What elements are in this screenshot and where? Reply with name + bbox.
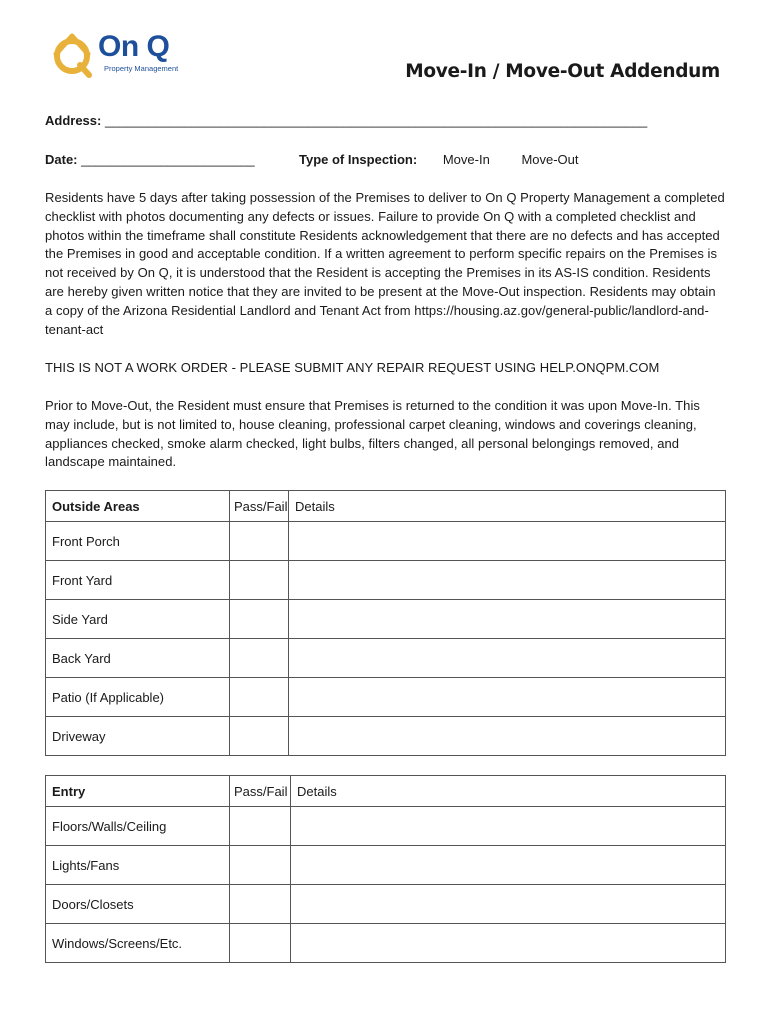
- details-cell[interactable]: [289, 522, 726, 561]
- area-name-cell: Doors/Closets: [46, 885, 230, 924]
- pass-fail-column-header: Pass/Fail: [230, 776, 291, 807]
- pass-fail-cell[interactable]: [230, 717, 289, 756]
- details-cell[interactable]: [289, 561, 726, 600]
- area-name-cell: Lights/Fans: [46, 846, 230, 885]
- inspection-type-field: [299, 152, 579, 167]
- area-column-header: Outside Areas: [46, 491, 230, 522]
- table-row: [46, 600, 726, 639]
- table-row: [46, 807, 726, 846]
- table-header-row: [46, 776, 726, 807]
- details-column-header: Details: [289, 491, 726, 522]
- table-row: [46, 885, 726, 924]
- area-name-cell: Windows/Screens/Etc.: [46, 924, 230, 963]
- pass-fail-cell[interactable]: [230, 885, 291, 924]
- pass-fail-cell[interactable]: [230, 561, 289, 600]
- details-cell[interactable]: [291, 924, 726, 963]
- outside-areas-table: [45, 490, 726, 756]
- details-cell[interactable]: [291, 885, 726, 924]
- pass-fail-cell[interactable]: [230, 807, 291, 846]
- table-row: [46, 846, 726, 885]
- details-cell[interactable]: [289, 600, 726, 639]
- date-label: Date:: [45, 152, 78, 167]
- pass-fail-cell[interactable]: [230, 846, 291, 885]
- area-column-header: Entry: [46, 776, 230, 807]
- option-move-out[interactable]: Move-Out: [521, 152, 579, 167]
- pass-fail-cell[interactable]: [230, 678, 289, 717]
- inspection-type-label: Type of Inspection:: [299, 152, 418, 167]
- document-title: Move-In / Move-Out Addendum: [405, 61, 720, 82]
- details-cell[interactable]: [289, 639, 726, 678]
- work-order-notice: THIS IS NOT A WORK ORDER - PLEASE SUBMIT ANY REPAIR REQUEST USING HELP.ONQPM.COM: [45, 360, 660, 375]
- table-row: [46, 639, 726, 678]
- address-label: Address:: [45, 113, 102, 128]
- pass-fail-cell[interactable]: [230, 522, 289, 561]
- table-row: [46, 924, 726, 963]
- area-name-cell: Front Porch: [46, 522, 230, 561]
- table-row: [46, 561, 726, 600]
- pass-fail-column-header: Pass/Fail: [230, 491, 289, 522]
- address-field[interactable]: [45, 113, 647, 128]
- logo-wordmark: On Q: [98, 30, 170, 63]
- details-column-header: Details: [291, 776, 726, 807]
- table-header-row: [46, 491, 726, 522]
- area-name-cell: Driveway: [46, 717, 230, 756]
- address-blank-line[interactable]: ___________________________________________________________________________: [104, 113, 648, 128]
- date-field[interactable]: [45, 152, 255, 167]
- table-row: [46, 717, 726, 756]
- area-name-cell: Back Yard: [46, 639, 230, 678]
- option-move-in[interactable]: Move-In: [442, 152, 490, 167]
- table-row: [46, 678, 726, 717]
- pass-fail-cell[interactable]: [230, 600, 289, 639]
- entry-table: [45, 775, 726, 963]
- details-cell[interactable]: [291, 846, 726, 885]
- logo-subtitle: Property Management: [104, 64, 179, 73]
- company-logo: [48, 28, 188, 84]
- area-name-cell: Patio (If Applicable): [46, 678, 230, 717]
- details-cell[interactable]: [289, 717, 726, 756]
- house-q-logo-icon: [48, 28, 104, 84]
- date-blank-line[interactable]: ________________________: [81, 152, 255, 167]
- terms-paragraph: Residents have 5 days after taking possession of the Premises to deliver to On Q Property Management a completed checklist with photos documenting any defects or issues. Failure to provide On Q with a completed checklist and photos within the timeframe shall constitute Residents acknowledgement that there are no defects and has accepted the Premises in good and acceptable condition. If a written agreement to perform specific repairs on the Premises is not received by On Q, it is understood that the Resident is accepting the Premises in its AS-IS condition. Residents are hereby given written notice that they are invited to be present at the Move-Out inspection. Residents may obtain a copy of the Arizona Residential Landlord and Tenant Act from https://housing.az.gov/general-public/landlord-and-tenant-act: [45, 190, 725, 337]
- area-name-cell: Floors/Walls/Ceiling: [46, 807, 230, 846]
- move-out-paragraph: Prior to Move-Out, the Resident must ensure that Premises is returned to the condition it was upon Move-In. This may include, but is not limited to, house cleaning, professional carpet cleaning, windows and coverings cleaning, appliances checked, smoke alarm checked, light bulbs, filters changed, all personal belongings removed, and landscape maintained.: [45, 398, 700, 470]
- details-cell[interactable]: [289, 678, 726, 717]
- area-name-cell: Side Yard: [46, 600, 230, 639]
- area-name-cell: Front Yard: [46, 561, 230, 600]
- details-cell[interactable]: [291, 807, 726, 846]
- table-row: [46, 522, 726, 561]
- pass-fail-cell[interactable]: [230, 639, 289, 678]
- pass-fail-cell[interactable]: [230, 924, 291, 963]
